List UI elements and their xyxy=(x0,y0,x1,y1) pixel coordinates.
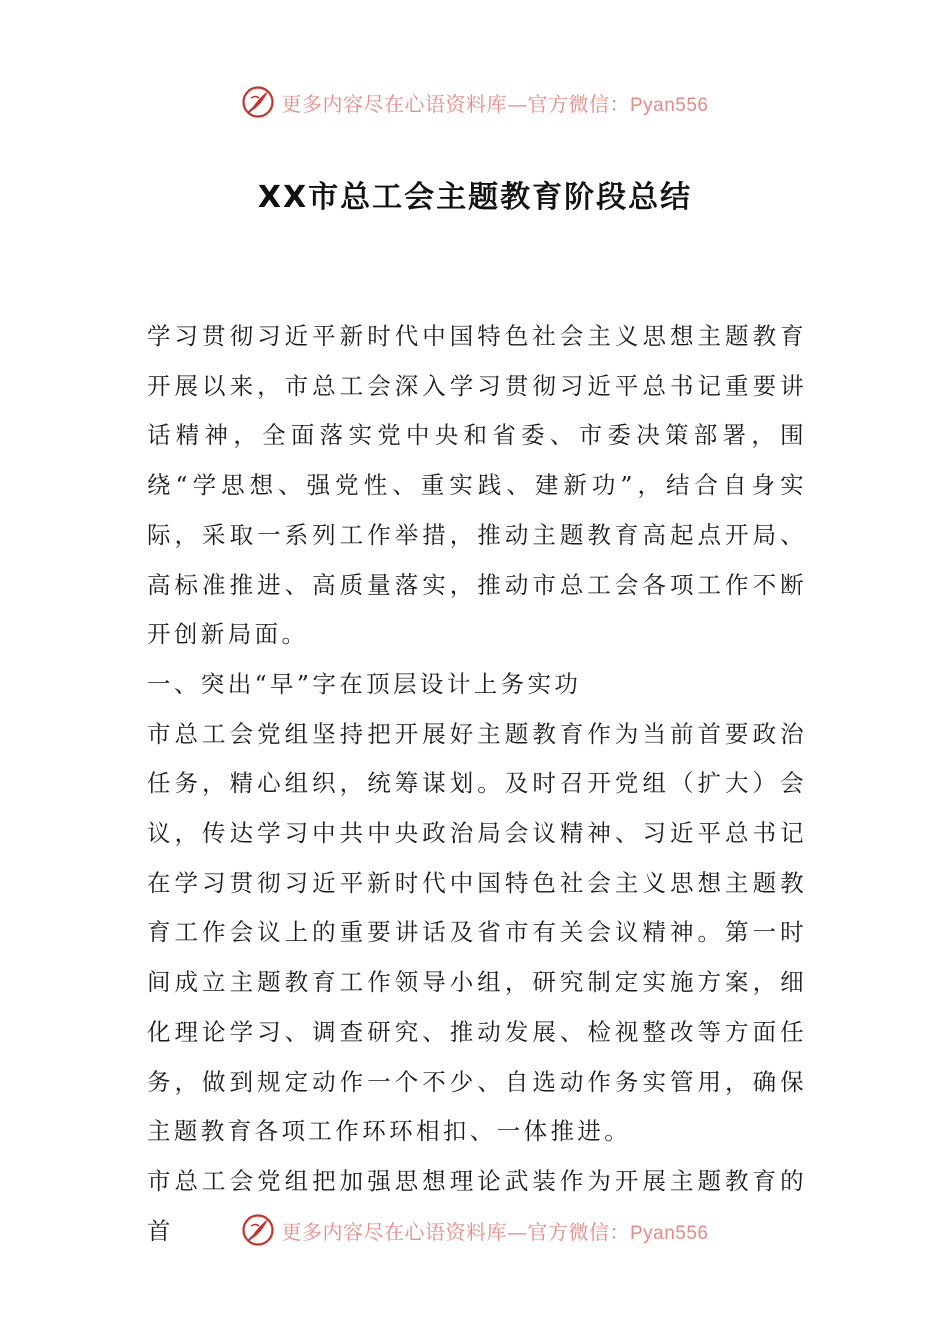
header-banner-content xyxy=(241,85,708,119)
footer-banner xyxy=(0,1210,950,1250)
section-1-paragraph-1: 市总工会党组坚持把开展好主题教育作为当前首要政治任务，精心组织，统筹谋划。及时召开党组（扩大）会议，传达学习中共中央政治局会议精神、习近平总书记在学习贯彻习近平新时代中国特色社会主义思想主题教育工作会议上的重要讲话及省市有关会议精神。第一时间成立主题教育工作领导小组，研究制定实施方案，细化理论学习、调查研究、推动发展、检视整改等方面任务，做到规定动作一个不少、自选动作务实管用，确保主题教育各项工作环环相扣、一体推进。 xyxy=(147,719,807,1146)
footer-banner-text xyxy=(281,1216,708,1245)
section-heading-1: 一、突出“早”字在顶层设计上务实功 xyxy=(147,669,582,698)
header-banner-label: 更多内容尽在心语资料库—官方微信： xyxy=(281,91,630,116)
quill-logo-icon xyxy=(241,85,275,119)
document-title: XX市总工会主题教育阶段总结 xyxy=(257,180,693,215)
document-body xyxy=(147,312,807,1256)
intro-paragraph: 学习贯彻习近平新时代中国特色社会主义思想主题教育开展以来，市总工会深入学习贯彻习近平总书记重要讲话精神，全面落实党中央和省委、市委决策部署，围绕“学思想、强党性、重实践、建新功”，结合自身实际，采取一系列工作举措，推动主题教育高起点开局、高标准推进、高质量落实，推动市总工会各项工作不断开创新局面。 xyxy=(147,322,807,649)
footer-banner-label: 更多内容尽在心语资料库—官方微信： xyxy=(281,1219,630,1244)
section-1-paragraph-2: 市总工会党组把加强思想理论武装作为开展主题教育的首 xyxy=(147,1166,807,1245)
header-banner xyxy=(0,82,950,122)
header-wechat-id: Pyan556 xyxy=(629,94,709,116)
footer-banner-content xyxy=(241,1213,708,1247)
header-banner-text xyxy=(281,88,708,117)
quill-logo-icon xyxy=(241,1213,275,1247)
footer-wechat-id: Pyan556 xyxy=(629,1222,709,1244)
